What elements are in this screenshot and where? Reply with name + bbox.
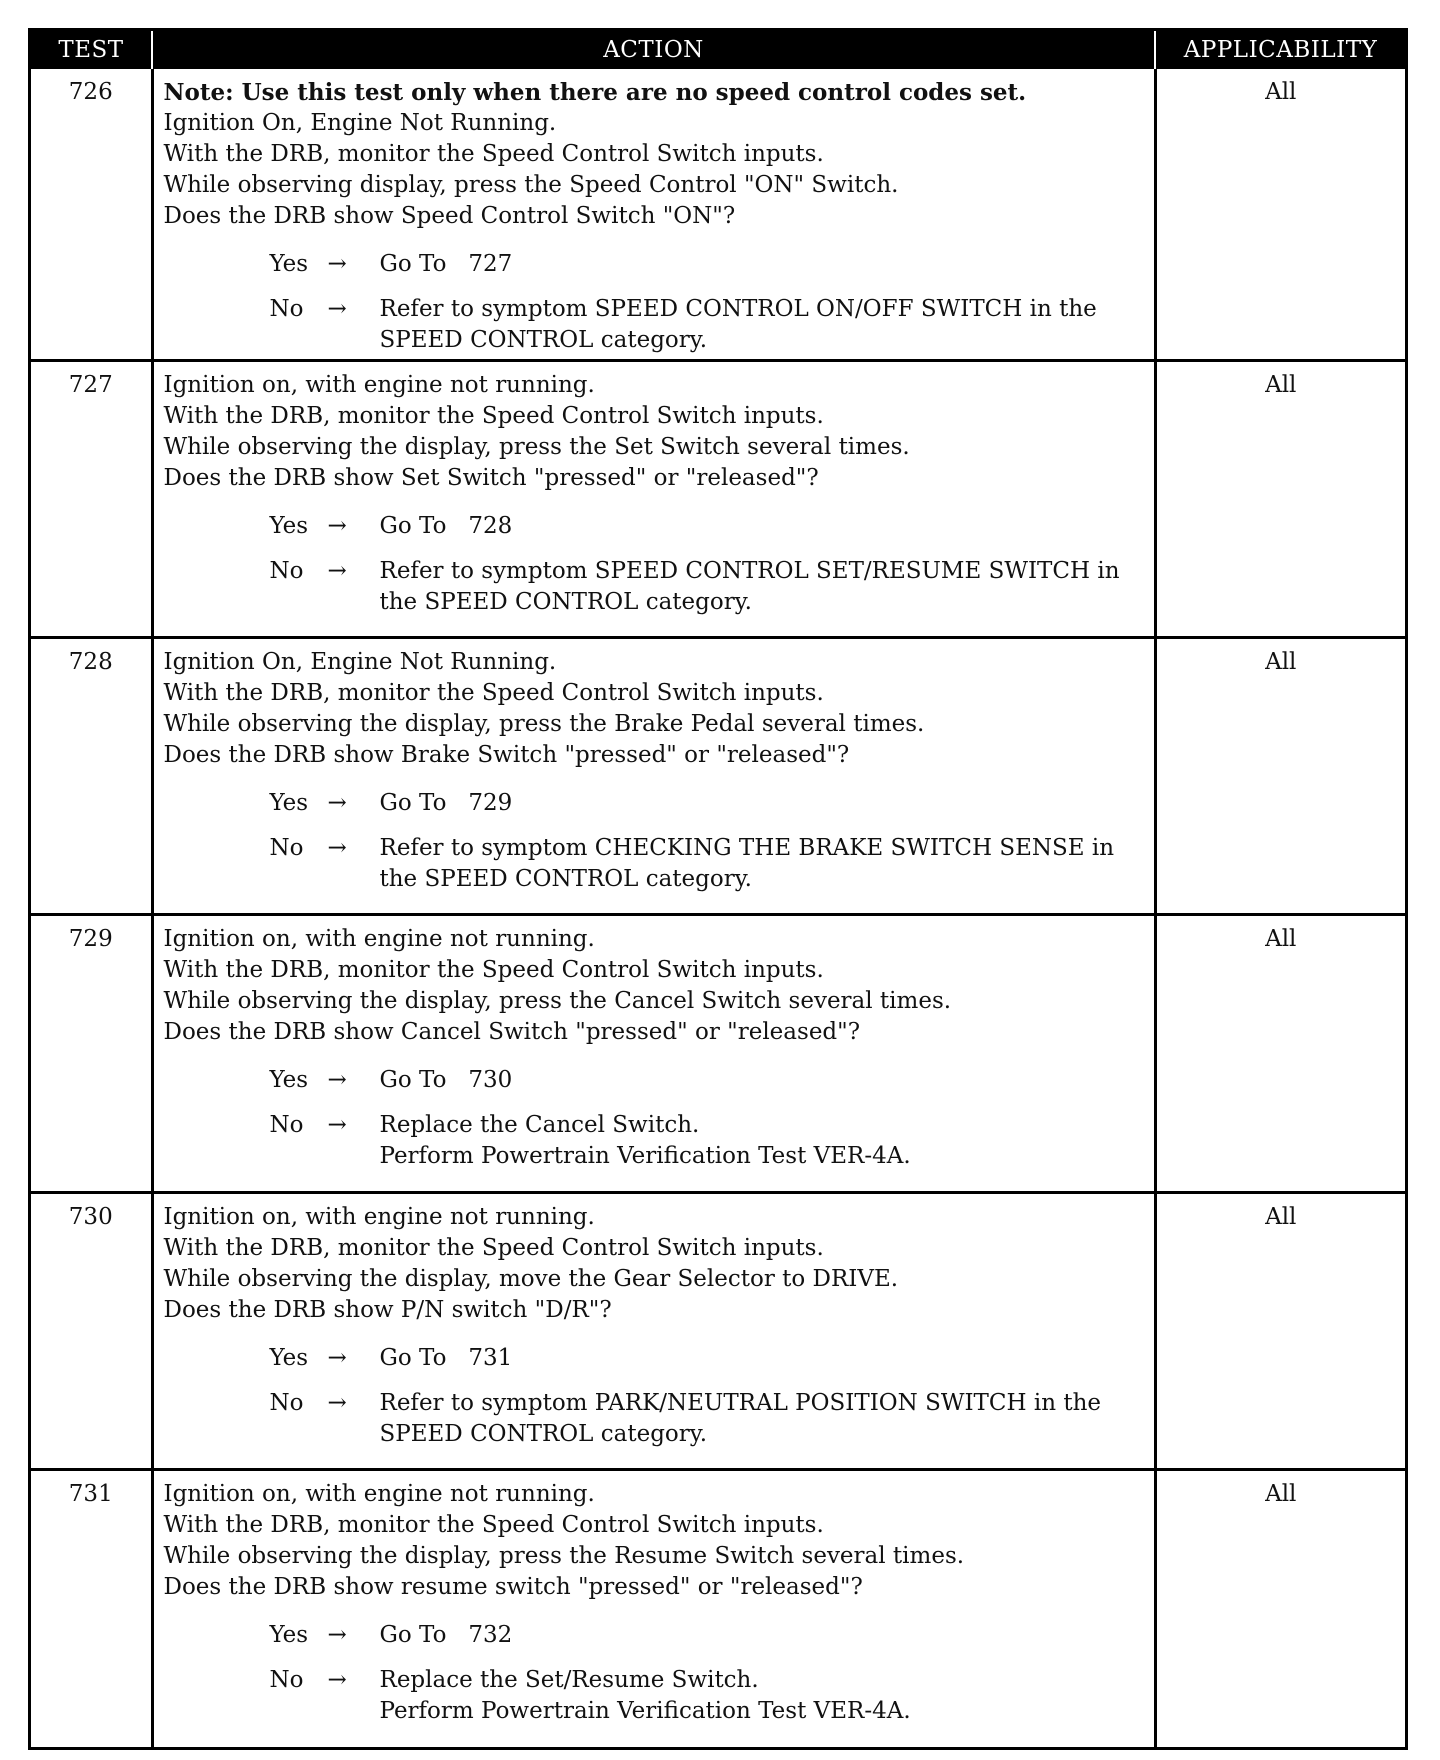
- action-cell: [152, 915, 1155, 1192]
- yes-outcome: [270, 1065, 1146, 1096]
- action-line: While observing the display, press the Resume Switch several times.: [163, 1543, 965, 1570]
- action-line: With the DRB, monitor the Speed Control Switch inputs.: [163, 679, 824, 706]
- no-outcome: [270, 1665, 1146, 1727]
- action-cell: [152, 637, 1155, 914]
- right-arrow-icon: →: [327, 834, 347, 861]
- header-action: ACTION: [152, 31, 1155, 69]
- action-line: With the DRB, monitor the Speed Control Switch inputs.: [163, 402, 824, 429]
- yes-outcome: [270, 249, 1146, 280]
- applicability-value: All: [1155, 1192, 1405, 1469]
- right-arrow-icon: →: [327, 1622, 347, 1649]
- action-line: While observing the display, move the Gear Selector to DRIVE.: [163, 1265, 899, 1292]
- table-row: [31, 1192, 1405, 1469]
- yes-outcome: [270, 788, 1146, 819]
- no-outcome: [270, 833, 1146, 895]
- action-cell: [152, 69, 1155, 360]
- right-arrow-icon: →: [327, 1067, 347, 1094]
- action-line: With the DRB, monitor the Speed Control Switch inputs.: [163, 141, 824, 167]
- yes-result: Go To 727: [379, 251, 513, 277]
- no-label: No: [269, 1112, 304, 1139]
- right-arrow-icon: →: [327, 557, 347, 584]
- action-cell: [152, 360, 1155, 637]
- right-arrow-icon: →: [327, 1389, 347, 1416]
- test-table: [31, 31, 1405, 1747]
- action-line: With the DRB, monitor the Speed Control Switch inputs.: [163, 957, 824, 984]
- table-row: [31, 637, 1405, 914]
- yes-outcome: [270, 1343, 1146, 1374]
- no-outcome: [270, 556, 1146, 618]
- yes-result: Go To 731: [379, 1344, 513, 1371]
- right-arrow-icon: →: [327, 789, 347, 816]
- right-arrow-icon: →: [327, 1667, 347, 1694]
- yes-result: Go To 729: [379, 789, 513, 816]
- no-result-line: Perform Powertrain Verification Test VER-4A.: [379, 1698, 911, 1725]
- header-test: TEST: [31, 31, 152, 69]
- test-number: 727: [31, 360, 152, 637]
- no-outcome: [270, 1110, 1146, 1172]
- table-header-row: [31, 31, 1405, 69]
- test-number: 726: [31, 69, 152, 360]
- action-line: While observing the display, press the Set Switch several times.: [163, 433, 910, 460]
- applicability-value: All: [1265, 79, 1297, 105]
- action-line: Does the DRB show resume switch "pressed" or "released"?: [163, 1574, 863, 1601]
- action-line: Ignition On, Engine Not Running.: [163, 648, 557, 675]
- right-arrow-icon: →: [327, 1344, 347, 1371]
- applicability-value: All: [1155, 637, 1405, 914]
- action-line: Ignition on, with engine not running.: [163, 371, 595, 398]
- no-result: Refer to symptom SPEED CONTROL ON/OFF SWITCH in the SPEED CONTROL category.: [379, 296, 1097, 353]
- action-line: With the DRB, monitor the Speed Control Switch inputs.: [163, 1234, 824, 1261]
- no-outcome: [270, 1388, 1146, 1450]
- right-arrow-icon: →: [327, 251, 347, 277]
- table-row: [31, 360, 1405, 637]
- yes-result: Go To 730: [379, 1067, 513, 1094]
- header-applicability: APPLICABILITY: [1155, 31, 1405, 69]
- yes-outcome: [270, 1620, 1146, 1651]
- action-line: Does the DRB show P/N switch "D/R"?: [163, 1296, 612, 1323]
- no-label: No: [269, 1667, 304, 1694]
- action-line: While observing the display, press the Cancel Switch several times.: [163, 988, 952, 1015]
- yes-label: Yes: [269, 251, 309, 277]
- action-line: While observing display, press the Speed Control "ON" Switch.: [163, 172, 899, 198]
- no-outcome: [270, 294, 1146, 356]
- yes-result: Go To 732: [379, 1622, 513, 1649]
- right-arrow-icon: →: [327, 512, 347, 539]
- action-cell: [152, 1192, 1155, 1469]
- action-line: Ignition on, with engine not running.: [163, 1481, 595, 1508]
- test-number: 730: [31, 1192, 152, 1469]
- no-result: Refer to symptom SPEED CONTROL SET/RESUME SWITCH in the SPEED CONTROL category.: [379, 557, 1120, 615]
- action-line: With the DRB, monitor the Speed Control Switch inputs.: [163, 1512, 824, 1539]
- note-text: Note: Use this test only when there are no speed control codes set.: [163, 79, 1027, 106]
- test-number: 728: [31, 637, 152, 914]
- no-result: [380, 1110, 1146, 1172]
- no-label: No: [269, 1389, 304, 1416]
- action-line: Ignition on, with engine not running.: [163, 1203, 595, 1230]
- yes-label: Yes: [269, 1622, 309, 1649]
- no-result: Refer to symptom CHECKING THE BRAKE SWITCH SENSE in the SPEED CONTROL category.: [379, 834, 1115, 892]
- no-result-line: Replace the Set/Resume Switch.: [379, 1667, 759, 1694]
- action-line: Does the DRB show Brake Switch "pressed" or "released"?: [163, 741, 850, 768]
- yes-outcome: [270, 511, 1146, 542]
- applicability-value: All: [1155, 915, 1405, 1192]
- applicability-value: All: [1155, 1470, 1405, 1747]
- test-number: 731: [31, 1470, 152, 1747]
- action-line: Does the DRB show Cancel Switch "pressed" or "released"?: [163, 1019, 861, 1046]
- table-row: [31, 915, 1405, 1192]
- yes-label: Yes: [269, 1067, 309, 1094]
- table-row: [31, 69, 1405, 360]
- right-arrow-icon: →: [327, 296, 347, 322]
- yes-label: Yes: [269, 512, 309, 539]
- applicability-value: All: [1155, 360, 1405, 637]
- action-line: Does the DRB show Set Switch "pressed" or "released"?: [163, 464, 819, 491]
- action-line: Ignition On, Engine Not Running.: [163, 110, 557, 136]
- no-result-line: Perform Powertrain Verification Test VER-4A.: [379, 1143, 911, 1170]
- no-label: No: [269, 834, 304, 861]
- no-label: No: [269, 296, 304, 322]
- yes-label: Yes: [269, 789, 309, 816]
- no-label: No: [269, 557, 304, 584]
- action-cell: [152, 1470, 1155, 1747]
- no-result-line: Replace the Cancel Switch.: [379, 1112, 700, 1139]
- table-row: [31, 1470, 1405, 1747]
- action-line: While observing the display, press the Brake Pedal several times.: [163, 710, 925, 737]
- test-number: 729: [31, 915, 152, 1192]
- no-result: Refer to symptom PARK/NEUTRAL POSITION SWITCH in the SPEED CONTROL category.: [379, 1389, 1102, 1447]
- test-table-sheet: [28, 28, 1408, 1750]
- no-result: [380, 1665, 1146, 1727]
- right-arrow-icon: →: [327, 1112, 347, 1139]
- action-line: Does the DRB show Speed Control Switch "ON"?: [163, 203, 736, 229]
- action-line: Ignition on, with engine not running.: [163, 926, 595, 953]
- yes-result: Go To 728: [379, 512, 513, 539]
- yes-label: Yes: [269, 1344, 309, 1371]
